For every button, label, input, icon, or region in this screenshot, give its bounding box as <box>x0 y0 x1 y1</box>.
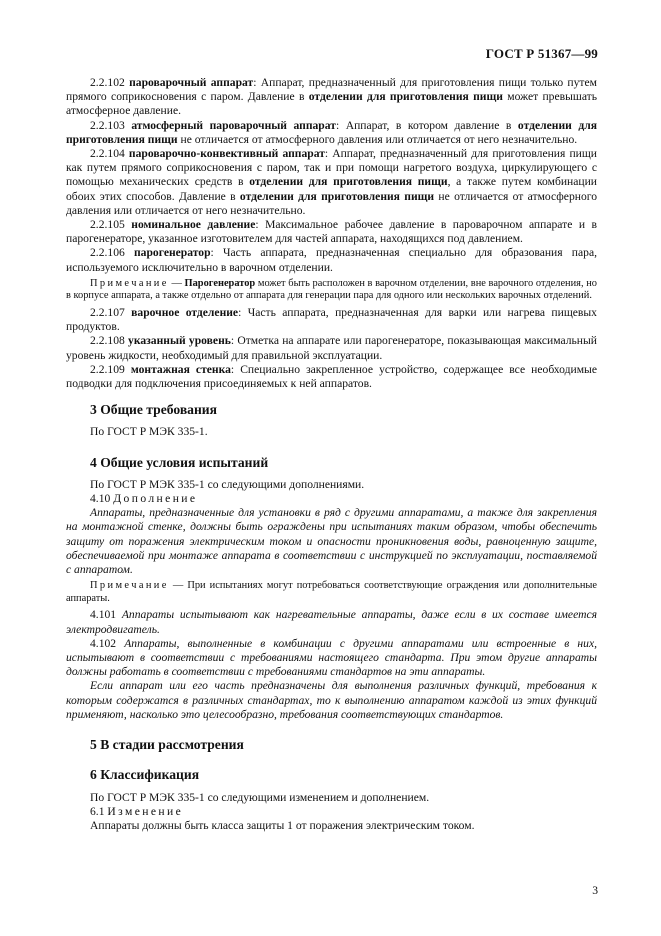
term: указанный уровень <box>128 334 231 348</box>
clause-6-1-text: Аппараты должны быть класса защиты 1 от поражения электрическим током. <box>90 818 475 832</box>
term: отделении для приготовления пищи <box>308 90 503 104</box>
definition-2-2-103: 2.2.103 атмосферный пароварочный аппарат: Аппарат, в котором давление в отделении для приготовления пищи не отличается от атмосферного давления или отличается от него незначительно. <box>66 118 597 146</box>
document-body <box>66 76 597 833</box>
note-testing: Примечание — При испытаниях могут потребоваться соответствующие ограждения или дополнительные аппараты. <box>66 580 597 604</box>
definition-2-2-108: 2.2.108 указанный уровень: Отметка на аппарате или парогенераторе, показывающая максимальный уровень жидкости, необходимый для правильной эксплуатации. <box>66 334 598 362</box>
section-6-heading: 6 Классификация <box>90 767 200 783</box>
term: отделении для приготовления пищи <box>66 118 597 146</box>
note-steam-generator: Примечание — Парогенератор может быть расположен в варочном отделении, вне варочного отделения, но в корпусе аппарата, а также отдельно от аппарата для генерации пара для одного или нескольких варочных отделений. <box>66 277 597 302</box>
section-5-heading: 5 В стадии рассмотрения <box>90 737 244 753</box>
section-6-intro: По ГОСТ Р МЭК 335-1 со следующими изменением и дополнением. <box>90 790 430 804</box>
section-3-text: По ГОСТ Р МЭК 335-1. <box>90 425 208 439</box>
section-4-intro: По ГОСТ Р МЭК 335-1 со следующими дополнениями. <box>90 477 365 491</box>
clause-4-10-text: Аппараты, предназначенные для установки в ряд с другими аппаратами, а также для закрепления на монтажной стенке, должны быть ограждены при испытаниях таким образом, чтобы обеспечить защиту от поражения электрическим током и опасности проникновения воды, равноценную защите, обеспечиваемой при монтаже аппарата в соответствии с инструкцией по эксплуатации, поставляемой с аппаратом. <box>66 506 597 577</box>
definition-2-2-104: 2.2.104 пароварочно-конвективный аппарат: Аппарат, предназначенный для приготовления пищи как путем прямого соприкосновения с паром, так и при помощи нагретого воздуха, циркулирующего с помощью механических средств в отделении для приготовления пищи, а также путем комбинации обоих этих способов. Давление в отделении для приготовления пищи не отличается от атмосферного давления или отличается от него незначительно. <box>66 147 598 217</box>
term: номинальное давление <box>131 218 256 232</box>
clause-4-101: 4.101 Аппараты испытывают как нагревательные аппараты, даже если в их составе имеется электродвигатель. <box>66 608 597 636</box>
section-3-heading: 3 Общие требования <box>90 402 217 418</box>
term: отделении для приготовления пищи <box>249 175 448 189</box>
term: отделении для приготовления пищи <box>239 189 435 203</box>
clause-4-10-label: 4.10 Дополнение <box>90 492 198 506</box>
clause-4-102: 4.102 Аппараты, выполненные в комбинации с другими аппаратами или встроенные в них, испытывают в соответствии с требованиями настоящего стандарта. При этом другие аппараты должны работать в соответствии с требованиями стандартов на эти аппараты. <box>66 636 598 679</box>
term: монтажная стенка <box>130 362 231 376</box>
definition-2-2-107: 2.2.107 варочное отделение: Часть аппарата, предназначенная для варки или нагрева пищевых продуктов. <box>66 306 597 334</box>
definition-2-2-109: 2.2.109 монтажная стенка: Специально закрепленное устройство, содержащее все необходимые подводки для подключения присоединяемых к ней аппаратов. <box>66 362 597 391</box>
term: варочное отделение <box>131 306 239 320</box>
clause-4-102-continuation: Если аппарат или его часть предназначены для выполнения различных функций, требования к которым содержатся в различных стандартах, то к выполнению аппаратом каждой из этих функций применяют, насколько это целесообразно, требования соответствующих стандартов. <box>66 679 597 721</box>
definition-2-2-105: 2.2.105 номинальное давление: Максимальное рабочее давление в пароварочном аппарате и в парогенераторе, указанное изготовителем для частей аппарата, находящихся под давлением. <box>66 218 597 246</box>
definition-2-2-106: 2.2.106 парогенератор: Часть аппарата, предназначенная специально для образования пара, используемого исключительно в варочном отделении. <box>66 246 597 274</box>
term: атмосферный пароварочный аппарат <box>131 118 336 132</box>
clause-6-1-label: 6.1 Изменение <box>90 804 184 818</box>
page-number: 3 <box>592 884 598 897</box>
document-header: ГОСТ Р 51367—99 <box>485 46 598 61</box>
definition-2-2-102: 2.2.102 пароварочный аппарат: Аппарат, предназначенный для приготовления пищи только путем прямого соприкосновения с паром. Давление в отделении для приготовления пищи может превышать атмосферное давление. <box>66 76 598 118</box>
term: парогенератор <box>134 246 211 260</box>
term: пароварочный аппарат <box>129 76 254 89</box>
term: пароварочно-конвективный аппарат <box>128 147 325 161</box>
section-4-heading: 4 Общие условия испытаний <box>90 454 269 470</box>
